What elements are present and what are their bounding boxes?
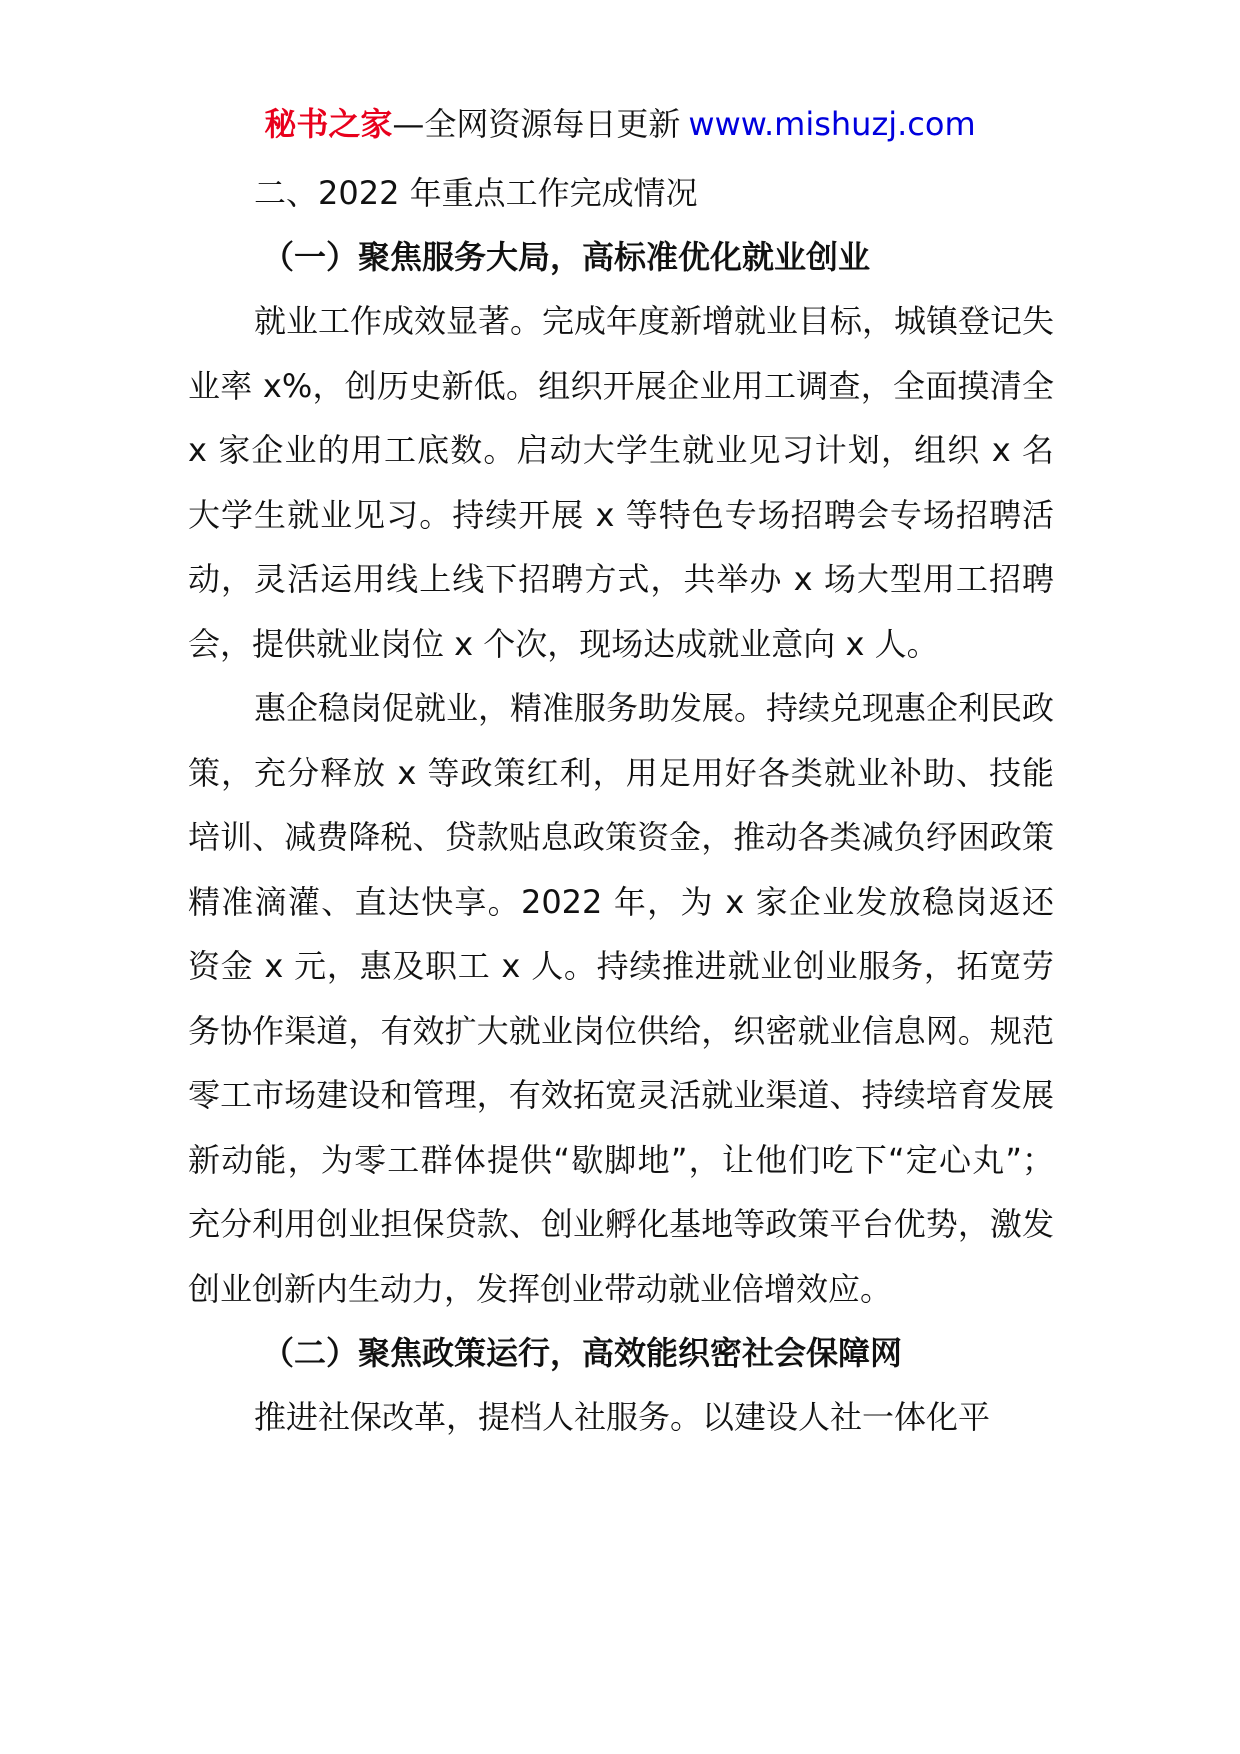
paragraph-social-security: 推进社保改革，提档人社服务。以建设人社一体化平: [254, 1398, 991, 1436]
paragraph-employment: 就业工作成效显著。完成年度新增就业目标，城镇登记失业率 x%，创历史新低。组织开展企业用工调查，全面摸清全 x 家企业的用工底数。启动大学生就业见习计划，组织 x 名大学生就业见习。持续开展 x 等特色专场招聘会专场招聘活动，灵活运用线上线下招聘方式，共举办 x 场大型用工招聘会，提供就业岗位 x 个次，现场达成就业意向 x 人。: [188, 302, 1055, 663]
document-body: [188, 161, 1054, 1450]
site-url-link[interactable]: www.mishuzj.com: [688, 105, 976, 143]
subsection-title-1: （一）聚焦服务大局，高标准优化就业创业: [262, 238, 871, 276]
header-tagline: —全网资源每日更新: [392, 105, 681, 143]
brand-name: 秘书之家: [264, 105, 393, 143]
site-header: [0, 100, 1240, 148]
paragraph-enterprise-support: 惠企稳岗促就业，精准服务助发展。持续兑现惠企利民政策，充分释放 x 等政策红利，用足用好各类就业补助、技能培训、减费降税、贷款贴息政策资金，推动各类减负纾困政策精准滴灌、直达快享。2022 年，为 x 家企业发放稳岗返还资金 x 元，惠及职工 x 人。持续推进就业创业服务，拓宽劳务协作渠道，有效扩大就业岗位供给，织密就业信息网。规范零工市场建设和管理，有效拓宽灵活就业渠道、持续培育发展新动能，为零工群体提供“歇脚地”，让他们吃下“定心丸”；充分利用创业担保贷款、创业孵化基地等政策平台优势，激发创业创新内生动力，发挥创业带动就业倍增效应。: [188, 689, 1055, 1308]
subsection-title-2: （二）聚焦政策运行，高效能织密社会保障网: [262, 1334, 903, 1372]
section-title: 二、2022 年重点工作完成情况: [254, 174, 698, 212]
